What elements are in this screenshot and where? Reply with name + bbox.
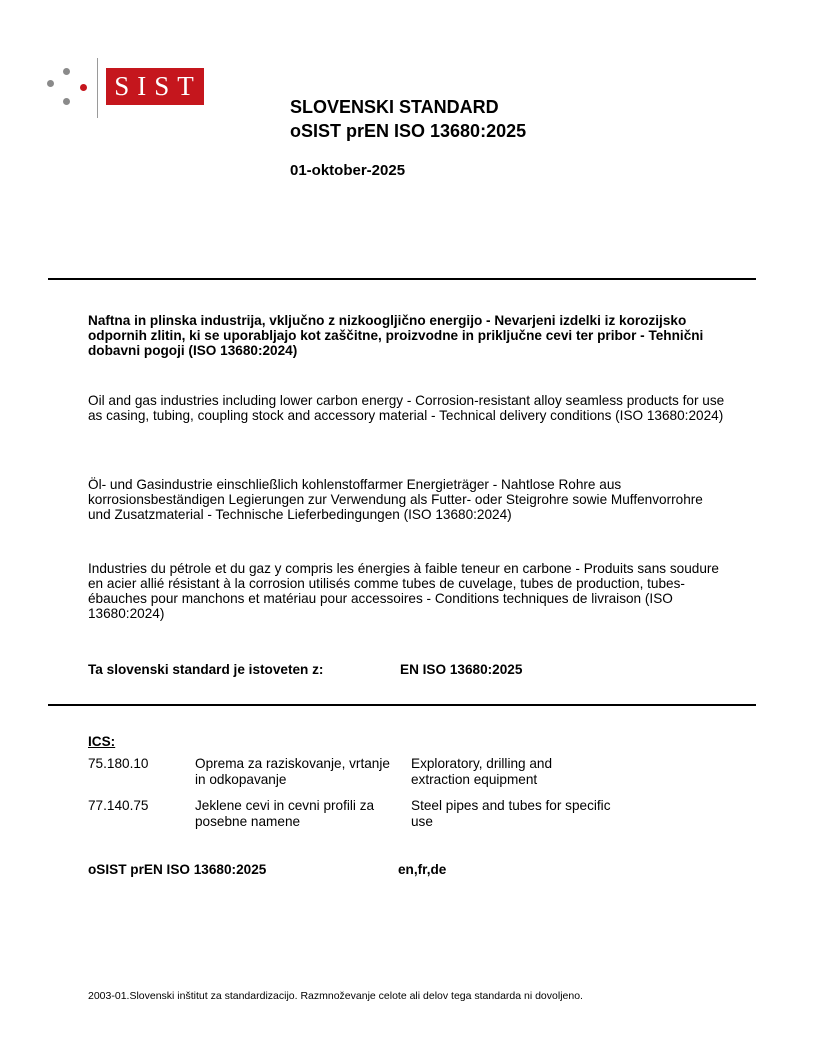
standard-label: SLOVENSKI STANDARD — [290, 97, 499, 117]
title-german: Öl- und Gasindustrie einschließlich kohlenstoffarmer Energieträger - Nahtlose Rohre aus korrosionsbeständigen Legierungen zur Verwendung als Futter- oder Steigrohre sowie Muffenvorrohre und Zusatzmaterial - Technische Lieferbedingungen (ISO 13680:2024) — [88, 477, 703, 522]
divider-bottom — [48, 704, 756, 706]
ics-code: 77.140.75 — [88, 798, 149, 813]
title-slovenian: Naftna in plinska industrija, vključno z nizkoogljično energijo - Nevarjeni izdelki iz korozijsko odpornih zlitin, ki se uporabljajo kot zaščitne, proizvodne in priključne cevi ter pribor - Tehnični dobavni pogoji (ISO 13680:2024) — [88, 313, 704, 358]
ics-heading: ICS: — [88, 734, 116, 749]
title-english: Oil and gas industries including lower carbon energy - Corrosion-resistant alloy seamless products for use as casing, tubing, coupling stock and accessory material - Technical delivery conditions (ISO 13680:2024) — [88, 393, 725, 423]
logo-divider — [97, 58, 98, 118]
copyright-footer: 2003-01.Slovenski inštitut za standardizacijo. Razmnoževanje celote ali delov tega standarda ni dovoljeno. — [88, 990, 583, 1002]
publication-date: 01-oktober-2025 — [290, 162, 406, 179]
ics-description-sl: Oprema za raziskovanje, vrtanje in odkopavanje — [195, 756, 390, 787]
standard-code-title: oSIST prEN ISO 13680:2025 — [290, 121, 527, 141]
ics-code: 75.180.10 — [88, 756, 149, 771]
ics-description-en: Steel pipes and tubes for specific use — [411, 798, 611, 829]
logo-dot — [47, 80, 54, 87]
summary-languages: en,fr,de — [398, 862, 447, 877]
ics-description-sl: Jeklene cevi in cevni profili za posebne namene — [195, 798, 375, 829]
logo-wordmark: SIST — [106, 68, 204, 105]
logo-dot-accent — [80, 84, 87, 91]
summary-code: oSIST prEN ISO 13680:2025 — [88, 862, 267, 877]
identical-value: EN ISO 13680:2025 — [400, 662, 523, 677]
logo-dot — [63, 68, 70, 75]
logo-dot — [63, 98, 70, 105]
divider-top — [48, 278, 756, 280]
title-french: Industries du pétrole et du gaz y compris les énergies à faible teneur en carbone - Produits sans soudure en acier allié résistant à la corrosion utilisés comme tubes de cuvelage, tubes de production, tubes-ébauches pour manchons et matériau pour accessoires - Conditions techniques de livraison (ISO 13680:2024) — [88, 561, 719, 621]
ics-description-en: Exploratory, drilling and extraction equipment — [411, 756, 553, 787]
identical-label: Ta slovenski standard je istoveten z: — [88, 662, 324, 677]
